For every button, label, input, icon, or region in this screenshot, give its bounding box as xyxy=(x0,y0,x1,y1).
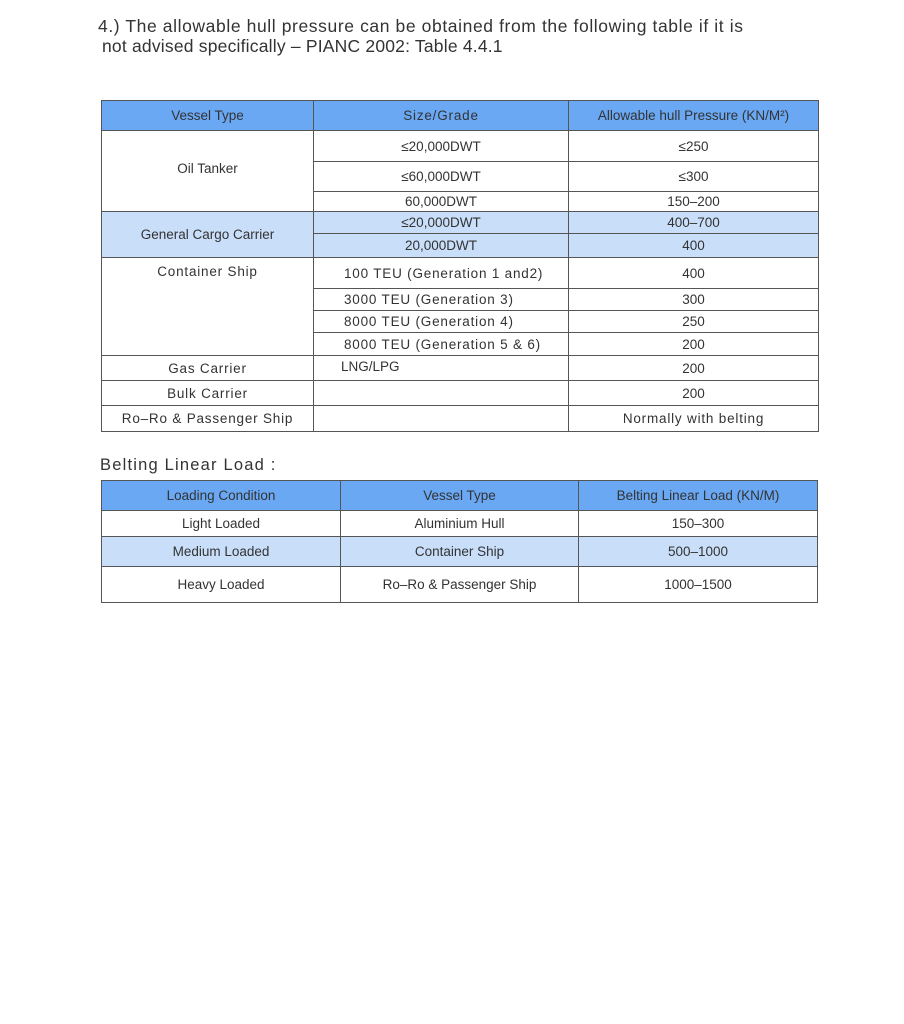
pressure-cell: Normally with belting xyxy=(569,406,819,432)
table-row xyxy=(102,356,819,381)
pressure-cell: 200 xyxy=(569,381,819,406)
intro-line-2: not advised specifically – PIANC 2002: Table 4.4.1 xyxy=(102,36,503,56)
size-cell: 8000 TEU (Generation 4) xyxy=(314,311,569,333)
pressure-cell: 400–700 xyxy=(569,212,819,234)
size-cell: 60,000DWT xyxy=(314,192,569,212)
load-cell: 150–300 xyxy=(579,511,818,537)
table-row xyxy=(102,381,819,406)
vessel-cell: Oil Tanker xyxy=(102,131,314,212)
vessel-cell: Container Ship xyxy=(341,537,579,567)
table-row xyxy=(102,537,818,567)
pressure-cell: ≤250 xyxy=(569,131,819,162)
header-belting-load: Belting Linear Load (KN/M) xyxy=(579,481,818,511)
vessel-cell: Ro–Ro & Passenger Ship xyxy=(341,567,579,603)
header-size-grade: Size/Grade xyxy=(314,101,569,131)
size-cell: 20,000DWT xyxy=(314,234,569,258)
pressure-cell: 200 xyxy=(569,333,819,356)
pressure-cell: ≤300 xyxy=(569,162,819,192)
pressure-cell: 150–200 xyxy=(569,192,819,212)
header-vessel-type: Vessel Type xyxy=(341,481,579,511)
size-cell: ≤60,000DWT xyxy=(314,162,569,192)
intro-line-1: 4.) The allowable hull pressure can be obtained from the following table if it is xyxy=(98,16,744,36)
pressure-cell: 200 xyxy=(569,356,819,381)
table-row xyxy=(102,131,819,162)
table-row xyxy=(102,258,819,289)
table-row xyxy=(102,567,818,603)
pressure-cell: 400 xyxy=(569,234,819,258)
belting-linear-load-table xyxy=(101,480,818,603)
vessel-cell: Ro–Ro & Passenger Ship xyxy=(102,406,314,432)
size-cell xyxy=(314,406,569,432)
size-cell xyxy=(314,381,569,406)
header-vessel-type: Vessel Type xyxy=(102,101,314,131)
belting-section-title: Belting Linear Load : xyxy=(100,456,277,474)
condition-cell: Heavy Loaded xyxy=(102,567,341,603)
pressure-cell: 250 xyxy=(569,311,819,333)
intro-paragraph xyxy=(98,16,838,56)
vessel-cell: Aluminium Hull xyxy=(341,511,579,537)
vessel-cell: Container Ship xyxy=(102,258,314,356)
table-header-row xyxy=(102,101,819,131)
size-cell: ≤20,000DWT xyxy=(314,131,569,162)
vessel-cell: Gas Carrier xyxy=(102,356,314,381)
vessel-cell: General Cargo Carrier xyxy=(102,212,314,258)
table-header-row xyxy=(102,481,818,511)
load-cell: 1000–1500 xyxy=(579,567,818,603)
size-cell: LNG/LPG xyxy=(314,356,569,381)
size-cell: 8000 TEU (Generation 5 & 6) xyxy=(314,333,569,356)
condition-cell: Light Loaded xyxy=(102,511,341,537)
vessel-cell: Bulk Carrier xyxy=(102,381,314,406)
load-cell: 500–1000 xyxy=(579,537,818,567)
table-row xyxy=(102,511,818,537)
size-cell: ≤20,000DWT xyxy=(314,212,569,234)
table-row xyxy=(102,406,819,432)
hull-pressure-table xyxy=(101,100,819,432)
table-row xyxy=(102,212,819,234)
header-allowable-pressure: Allowable hull Pressure (KN/M²) xyxy=(569,101,819,131)
size-cell: 3000 TEU (Generation 3) xyxy=(314,289,569,311)
condition-cell: Medium Loaded xyxy=(102,537,341,567)
pressure-cell: 400 xyxy=(569,258,819,289)
size-cell: 100 TEU (Generation 1 and2) xyxy=(314,258,569,289)
header-loading-condition: Loading Condition xyxy=(102,481,341,511)
pressure-cell: 300 xyxy=(569,289,819,311)
